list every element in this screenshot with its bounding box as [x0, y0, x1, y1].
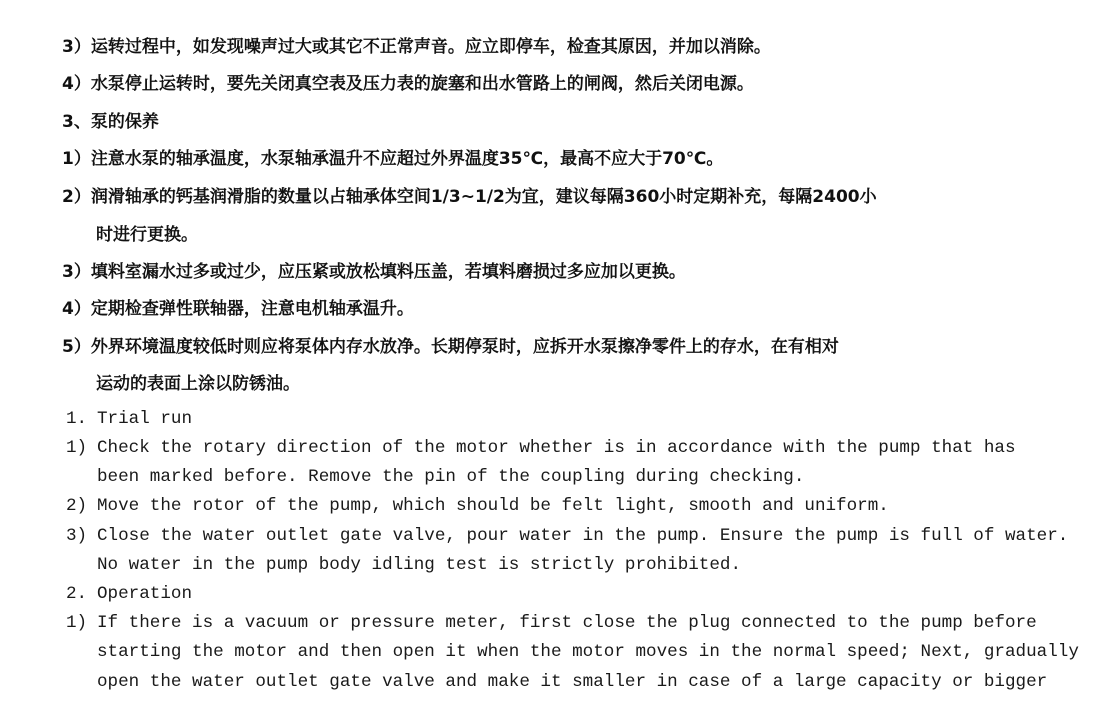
cn-line-bearing-temperature: 1）注意水泵的轴承温度，水泵轴承温升不应超过外界温度35℃，最高不应大于70℃。 [62, 149, 724, 169]
en-heading-operation [66, 583, 192, 605]
en-item-close-valve-cont: No water in the pump body idling test is strictly prohibited. [97, 555, 742, 575]
section-number: 1. [66, 409, 88, 429]
en-item-vacuum-meter-cont-2: open the water outlet gate valve and make it smaller in case of a large capacity or bigger [97, 672, 1048, 692]
en-item-rotary-direction-cont: been marked before. Remove the pin of the coupling during checking. [97, 467, 805, 487]
item-number: 1) [66, 438, 88, 458]
cn-line-running-noise: 3）运转过程中，如发现噪声过大或其它不正常声音。应立即停车，检查其原因，并加以消除。 [62, 37, 771, 57]
cn-line-grease-amount-cont: 时进行更换。 [96, 225, 198, 245]
section-title: Trial run [97, 409, 193, 429]
cn-line-drain-water: 5）外界环境温度较低时则应将泵体内存水放净。长期停泵时，应拆开水泵擦净零件上的存水，在有相对 [62, 337, 839, 357]
cn-line-grease-amount: 2）润滑轴承的钙基润滑脂的数量以占轴承体空间1/3~1/2为宜，建议每隔360小时定期补充，每隔2400小 [62, 187, 877, 207]
section-title: Operation [97, 584, 193, 604]
en-item-rotary-direction [66, 437, 1016, 459]
item-number: 3) [66, 526, 88, 546]
section-number: 2. [66, 584, 88, 604]
en-item-vacuum-meter-cont-1: starting the motor and then open it when the motor moves in the normal speed; Next, gradually [97, 642, 1079, 662]
item-text: Move the rotor of the pump, which should be felt light, smooth and uniform. [97, 496, 889, 516]
item-text: If there is a vacuum or pressure meter, first close the plug connected to the pump before [97, 613, 1037, 633]
cn-heading-maintenance: 3、泵的保养 [62, 112, 159, 132]
cn-line-coupling-check: 4）定期检查弹性联轴器，注意电机轴承温升。 [62, 299, 414, 319]
cn-line-drain-water-cont: 运动的表面上涂以防锈油。 [96, 374, 300, 394]
en-item-move-rotor [66, 495, 889, 517]
cn-line-packing-leak: 3）填料室漏水过多或过少，应压紧或放松填料压盖，若填料磨损过多应加以更换。 [62, 262, 686, 282]
en-heading-trial-run [66, 408, 192, 430]
item-text: Check the rotary direction of the motor whether is in accordance with the pump that has [97, 438, 1016, 458]
en-item-vacuum-meter [66, 612, 1037, 634]
en-item-close-valve [66, 525, 1068, 547]
cn-line-pump-stop: 4）水泵停止运转时，要先关闭真空表及压力表的旋塞和出水管路上的闸阀，然后关闭电源。 [62, 74, 754, 94]
item-number: 2) [66, 496, 88, 516]
item-number: 1) [66, 613, 88, 633]
item-text: Close the water outlet gate valve, pour water in the pump. Ensure the pump is full of water. [97, 526, 1069, 546]
